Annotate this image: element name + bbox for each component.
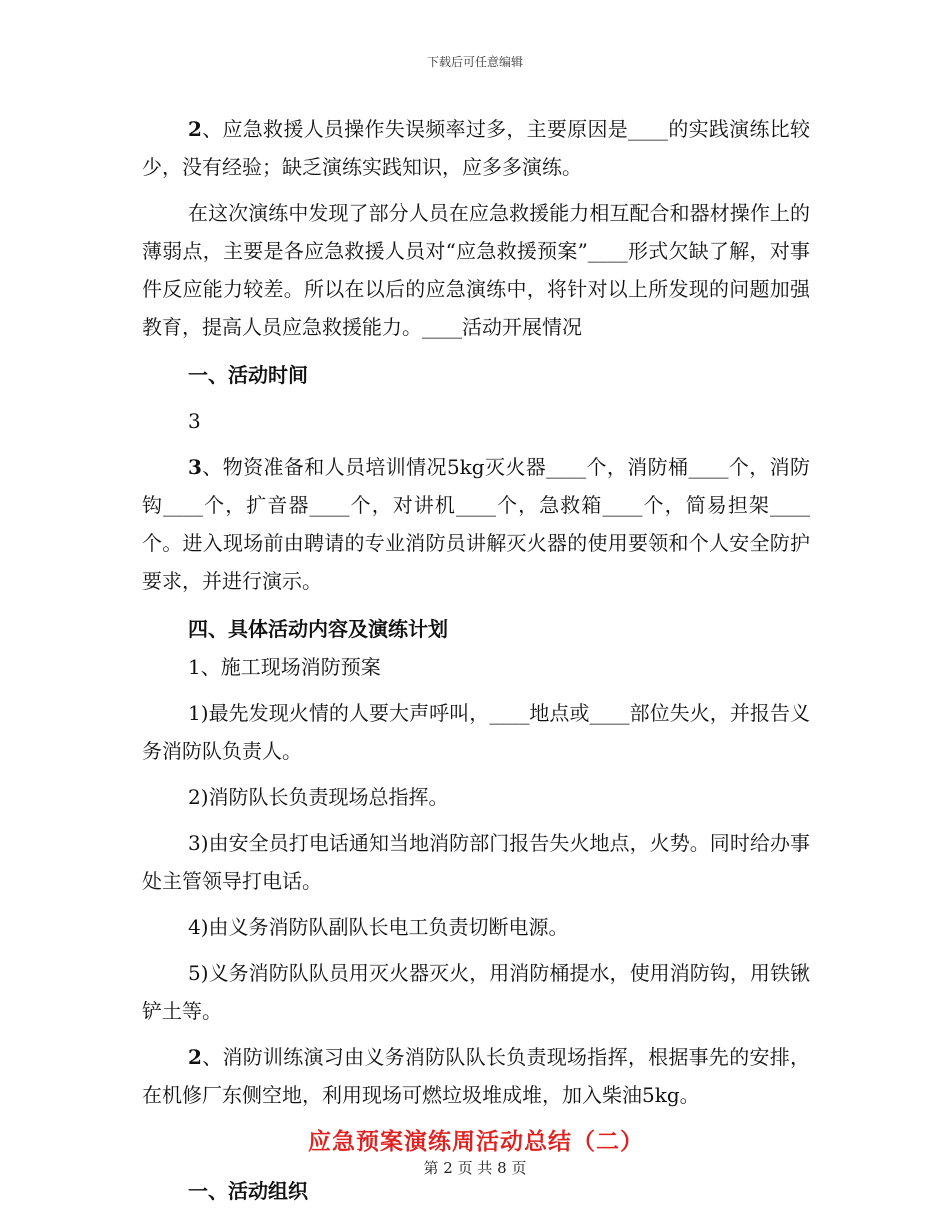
paragraph-number-3: 3 [188, 409, 201, 433]
paragraph-drill-findings: 在这次演练中发现了部分人员在应急救援能力相互配合和器材操作上的薄弱点，主要是各应急救援人员对“应急救援预案”____形式欠缺了解，对事件反应能力较差。所以在以后的应急演练中，将针对以上所发现的问题加强教育，提高人员应急救援能力。____活动开展情况 [142, 201, 810, 339]
document-body [142, 110, 810, 1210]
heading-activity-plan: 四、具体活动内容及演练计划 [188, 617, 448, 641]
paragraph-fire-plan-title: 1、施工现场消防预案 [188, 655, 381, 679]
paragraph-step-5: 5)义务消防队队员用灭火器灭火，用消防桶提水，使用消防钩，用铁锹铲土等。 [142, 961, 810, 1023]
paragraph-step-1: 1)最先发现火情的人要大声呼叫，____地点或____部位失火，并报告义务消防队负责人。 [142, 701, 810, 763]
heading-activity-time: 一、活动时间 [188, 363, 308, 387]
paragraph-text: 、应急救援人员操作失误频率过多，主要原因是____的实践演练比较少，没有经验；缺乏演练实践知识，应多多演练。 [142, 117, 810, 179]
item-number: 3 [188, 455, 202, 479]
paragraph-step-4: 4)由义务消防队副队长电工负责切断电源。 [188, 915, 569, 939]
paragraph-item-2 [142, 110, 810, 186]
paragraph-step-3: 3)由安全员打电话通知当地消防部门报告失火地点，火势。同时给办事处主管领导打电话。 [142, 831, 810, 893]
heading-activity-organization: 一、活动组织 [188, 1179, 308, 1203]
paragraph-text: 、消防训练演习由义务消防队队长负责现场指挥，根据事先的安排，在机修厂东侧空地，利用现场可燃垃圾堆成堆，加入柴油5kg。 [142, 1045, 810, 1107]
page-number: 第 2 页 共 8 页 [423, 1159, 527, 1177]
paragraph-step-2: 2)消防队长负责现场总指挥。 [188, 785, 449, 809]
item-number: 2 [188, 117, 202, 141]
page-header-note: 下载后可任意编辑 [426, 55, 523, 69]
section-title: 应急预案演练周活动总结（二） [308, 1128, 644, 1155]
item-number: 2 [188, 1045, 202, 1069]
paragraph-text: 、物资准备和人员培训情况5kg灭火器____个，消防桶____个，消防钩____个，扩音器____个，对讲机____个，急救箱____个，简易担架____个。进入现场前由聘请的专业消防员讲解灭火器的使用要领和个人安全防护要求，并进行演示。 [142, 455, 810, 593]
paragraph-materials-training [142, 448, 810, 600]
paragraph-fire-drill [142, 1038, 810, 1114]
